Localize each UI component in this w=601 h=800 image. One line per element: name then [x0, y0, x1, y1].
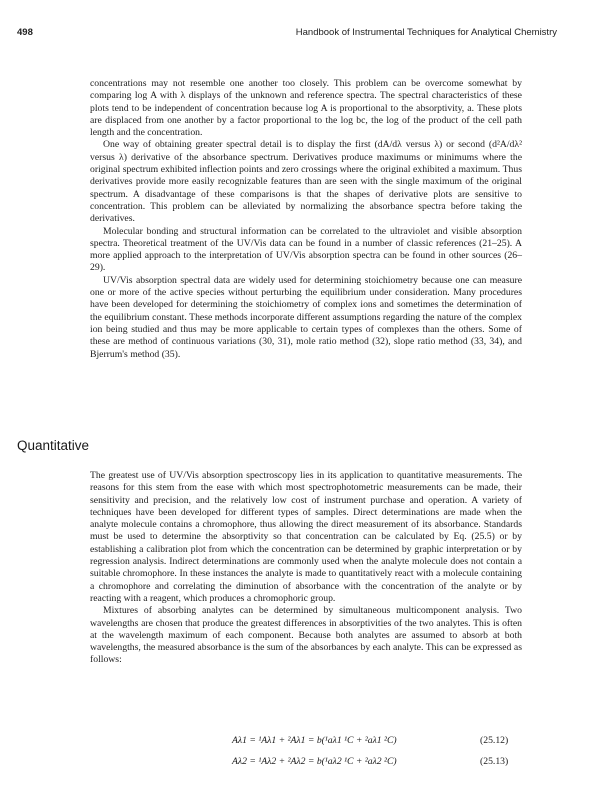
- paragraph: Molecular bonding and structural information can be correlated to the ultraviolet and visible absorption spectra. Theoretical treatment of the UV/Vis data can be found in a number of classic references (21–25). A more applied approach to the interpretation of UV/Vis absorption spectra can be found in other sources (26–29).: [90, 225, 522, 274]
- body-text-quantitative: [90, 470, 522, 667]
- equation-number: (25.12): [480, 735, 509, 746]
- paragraph: concentrations may not resemble one another too closely. This problem can be overcome somewhat by comparing log A with λ displays of the unknown and reference spectra. The spectral characteristics of these plots tend to be independent of concentration because log A is proportional to the absorptivity, a. These plots are displaced from one another by a factor proportional to the log bc, the log of the product of the cell path length and the concentration.: [90, 78, 522, 139]
- page-number: 498: [17, 27, 33, 38]
- running-title: Handbook of Instrumental Techniques for Analytical Chemistry: [295, 27, 557, 38]
- body-text-top: [90, 78, 522, 361]
- section-heading: Quantitative: [17, 438, 90, 453]
- equation-row: [0, 756, 601, 770]
- page-header: [0, 27, 601, 41]
- paragraph: The greatest use of UV/Vis absorption spectroscopy lies in its application to quantitative measurements. The reasons for this stem from the ease with which most spectrophotometric measurements can be made, their sensitivity and precision, and the relatively low cost of instrument purchase and operation. A variety of techniques have been developed for different types of samples. Direct determinations are made when the analyte molecule contains a chromophore, thus allowing the direct measurement of its absorbance. Standards must be used to determine the absorptivity so that concentration can be calculated by Eq. (25.5) or by establishing a calibration plot from which the concentration can be determined by graphic interpretation or by regression analysis. Indirect determinations are commonly used when the analyte molecule does not contain a suitable chromophore. In these instances the analyte is made to quantitatively react with a molecule containing a chromophore and correlating the diminution of absorbance with the concentration of the analyte or by reacting with a reagent, which produces a chromophoric group.: [90, 470, 522, 604]
- equation: Aλ1 = ¹Aλ1 + ²Aλ1 = b(¹aλ1 ¹C + ²aλ1 ²C): [232, 735, 397, 746]
- equation: Aλ2 = ¹Aλ2 + ²Aλ2 = b(¹aλ2 ¹C + ²aλ2 ²C): [232, 756, 397, 767]
- paragraph: One way of obtaining greater spectral detail is to display the first (dA/dλ versus λ) or second (d²A/dλ² versus λ) derivative of the absorbance spectrum. Derivatives produce maximums or minimums where the original spectrum exhibited inflection points and zero crossings where the original exhibited a maximum. Thus derivatives provide more easily recognizable features than are seen with the single maximum of the original spectrum. A disadvantage of these comparisons is that the shapes of derivative plots are sensitive to concentration. This problem can be alleviated by normalizing the absorbance spectra before taking the derivatives.: [90, 139, 522, 225]
- paragraph: Mixtures of absorbing analytes can be determined by simultaneous multicomponent analysis. Two wavelengths are chosen that produce the greatest differences in absorptivities of the two analytes. This is often at the wavelength maximum of each component. Because both analytes are assumed to absorb at both wavelengths, the measured absorbance is the sum of the absorbances by each analyte. This can be expressed as follows:: [90, 605, 522, 666]
- paragraph: UV/Vis absorption spectral data are widely used for determining stoichiometry because one can measure one or more of the active species without perturbing the equilibrium under consideration. Many procedures have been developed for determining the stoichiometry of complex ions and sometimes the determination of the equilibrium constant. These methods incorporate different assumptions regarding the nature of the complex ion being studied and thus may be more applicable to certain types of complexes than the others. Some of these are method of continuous variations (30, 31), mole ratio method (32), slope ratio method (33, 34), and Bjerrum's method (35).: [90, 274, 522, 360]
- equation-row: [0, 735, 601, 749]
- equation-number: (25.13): [480, 756, 509, 767]
